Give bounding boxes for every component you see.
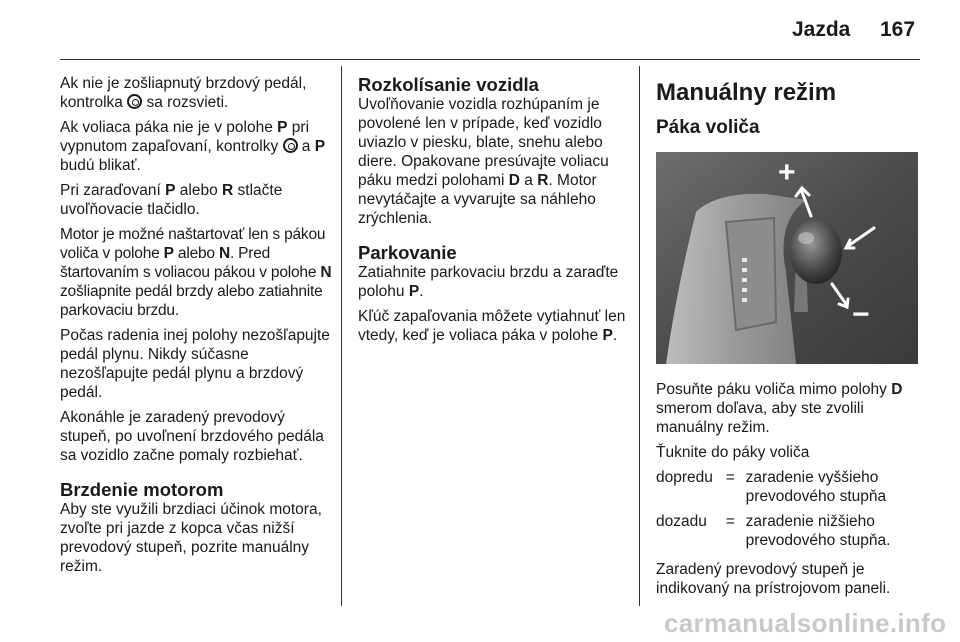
gear-selector-illustration <box>656 152 918 364</box>
text: stlačte uvoľňovacie tlačidlo. <box>60 182 283 218</box>
paragraph <box>358 263 632 301</box>
gear-label: N <box>320 264 332 281</box>
indicator-led <box>742 258 747 262</box>
text: Ak nie je zošliapnutý brzdový pedál, kontrolka <box>60 75 307 111</box>
brake-warning-icon <box>127 94 142 109</box>
column-2 <box>358 74 632 351</box>
heading-rozkolisanie: Rozkolísanie vozidla <box>358 74 539 95</box>
gear-label: D <box>891 381 903 398</box>
paragraph <box>358 307 632 345</box>
paragraph <box>358 95 632 228</box>
column-divider-1 <box>341 66 342 606</box>
heading-manualny-rezim: Manuálny režim <box>656 79 837 106</box>
paragraph: Ťuknite do páky voliča <box>656 444 810 461</box>
direction-key: dozadu <box>656 513 707 530</box>
text: Motor je možné naštartovať len s pákou voliča v polohe <box>60 226 326 262</box>
minus-symbol: − <box>852 298 870 331</box>
direction-equals: = <box>725 469 735 486</box>
heading-parkovanie: Parkovanie <box>358 242 457 263</box>
header-rule <box>60 59 920 60</box>
text: Posuňte páku voliča mimo polohy <box>656 381 892 398</box>
gear-selector-figure <box>656 152 918 364</box>
direction-row <box>656 468 920 506</box>
column-3 <box>656 78 920 604</box>
paragraph <box>60 225 332 320</box>
text: sa rozsvieti. <box>142 94 229 111</box>
direction-key: dopredu <box>656 469 713 486</box>
text: Zatiahnite parkovaciu brzdu a zaraďte polohu <box>358 264 619 300</box>
direction-row <box>656 512 920 550</box>
column-1 <box>60 74 332 582</box>
text: a <box>519 172 538 189</box>
page-number: 167 <box>880 18 916 41</box>
text: . Motor nevytáčajte a vyvarujte sa náhleho zrýchlenia. <box>358 172 597 227</box>
gear-label: D <box>508 172 520 189</box>
text: Uvoľňovanie vozidla rozhúpaním je povolené len v prípade, keď vozidlo uviazlo v piesku, blate, snehu alebo diere. Opakovane presúvajte voliacu páku medzi polohami <box>358 96 609 189</box>
paragraph: Aby ste využili brzdiaci účinok motora, zvoľte pri jazde z kopca včas nižší prevodový stupeň, pozrite manuálny režim. <box>60 501 322 575</box>
direction-table <box>656 468 920 550</box>
gear-label: P <box>408 283 420 300</box>
text: . Pred štartovaním s voliacou pákou v polohe <box>60 245 321 281</box>
paragraph: Počas radenia inej polohy nezošľapujte pedál plynu. Nikdy súčasne nezošľapujte pedál plynu a brzdový pedál. <box>60 327 330 401</box>
gear-label: R <box>537 172 549 189</box>
gear-knob <box>790 220 842 284</box>
gear-label: P <box>277 119 288 136</box>
heading-paka-volica: Páka voliča <box>656 117 760 138</box>
direction-equals: = <box>725 513 735 530</box>
plus-symbol: + <box>778 156 796 189</box>
text: . <box>612 327 618 344</box>
text: alebo <box>173 245 219 262</box>
brake-warning-icon <box>283 138 298 153</box>
text: alebo <box>175 182 223 199</box>
gear-label: P <box>314 138 326 155</box>
gear-label: P <box>165 182 176 199</box>
gear-label: P <box>163 245 174 262</box>
paragraph <box>60 181 332 219</box>
text: . <box>419 283 424 300</box>
text: Pri zaraďovaní <box>60 182 166 199</box>
text: zošliapnite pedál brzdy alebo zatiahnite parkovaciu brzdu. <box>60 283 323 319</box>
gear-label: R <box>222 182 234 199</box>
gear-label: N <box>218 245 230 262</box>
text: budú blikať. <box>60 157 141 174</box>
watermark: carmanualsonline.info <box>664 608 947 638</box>
text: Ak voliaca páka nie je v polohe <box>60 119 278 136</box>
text: smerom doľava, aby ste zvolili manuálny režim. <box>656 400 864 436</box>
indicator-led <box>742 268 747 272</box>
heading-brzdenie: Brzdenie motorom <box>60 479 224 500</box>
gear-label: P <box>602 327 613 344</box>
paragraph <box>60 74 332 112</box>
indicator-led <box>742 288 747 292</box>
paragraph: Akonáhle je zaradený prevodový stupeň, po uvoľnení brzdového pedála sa vozidlo začne pomaly rozbiehať. <box>60 409 324 464</box>
section-title: Jazda <box>792 18 851 41</box>
text: a <box>297 138 315 155</box>
indicator-led <box>742 278 747 282</box>
direction-value: zaradenie vyššieho prevodového stupňa <box>745 469 887 505</box>
paragraph <box>656 380 920 437</box>
knob-highlight <box>798 232 814 244</box>
text: Kľúč zapaľovania môžete vytiahnuť len vtedy, keď je voliaca páka v polohe <box>358 308 626 344</box>
indicator-led <box>742 298 747 302</box>
paragraph: Zaradený prevodový stupeň je indikovaný na prístrojovom paneli. <box>656 561 891 597</box>
gear-slot <box>726 218 776 330</box>
text: pri vypnutom zapaľovaní, kontrolky <box>60 119 310 155</box>
column-divider-2 <box>639 66 640 606</box>
paragraph <box>60 118 332 175</box>
direction-value: zaradenie nižšieho prevodového stupňa. <box>745 513 891 549</box>
